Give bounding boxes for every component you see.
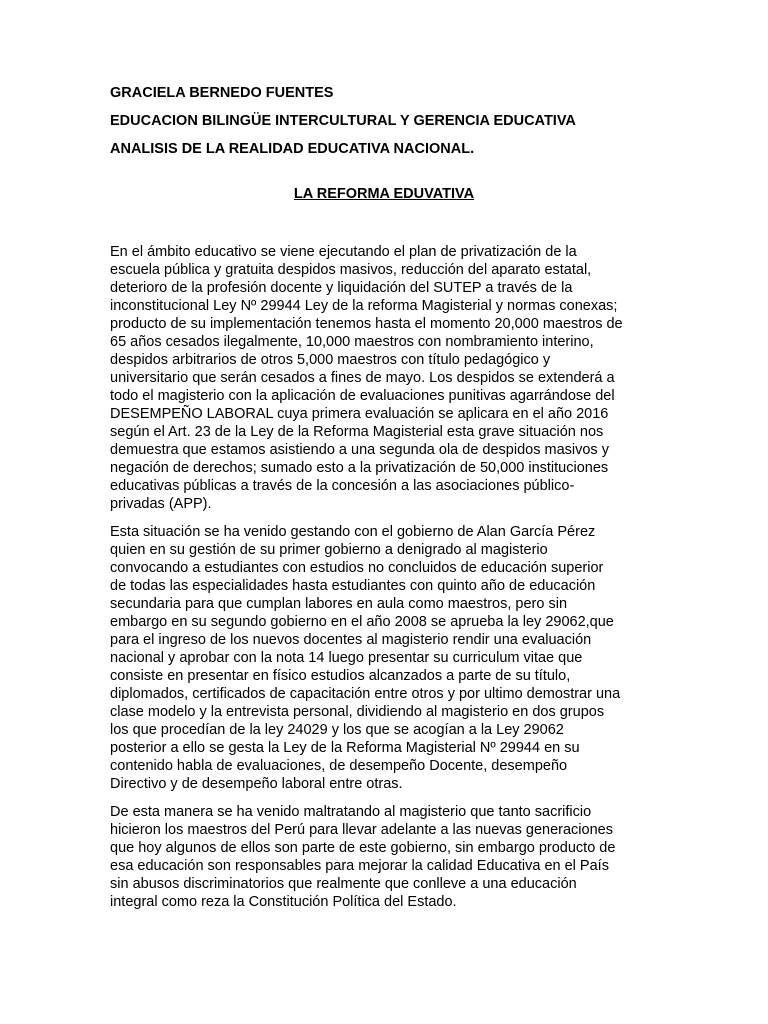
text-line: que hoy algunos de ellos son parte de este gobierno, sin embargo producto de (110, 840, 616, 856)
document-title: LA REFORMA EDUVATIVA (293, 186, 475, 202)
paragraph-2 (110, 523, 658, 793)
text-line: todo el magisterio con la aplicación de evaluaciones punitivas agarrándose del (110, 388, 615, 404)
text-line: deterioro de la profesión docente y liquidación del SUTEP a través de la (110, 280, 573, 296)
text-line: quien en su gestión de su primer gobierno a denigrado al magisterio (110, 542, 548, 558)
text-line: escuela pública y gratuita despidos masivos, reducción del aparato estatal, (110, 262, 592, 278)
text-line: los que procedían de la ley 24029 y los que se acogían a la Ley 29062 (110, 722, 564, 738)
text-line: En el ámbito educativo se viene ejecutando el plan de privatización de la (110, 244, 577, 260)
text-line: secundaria para que cumplan labores en aula como maestros, pero sin (110, 596, 568, 612)
text-line: contenido habla de evaluaciones, de desempeño Docente, desempeño (110, 758, 568, 774)
text-line: nacional y aprobar con la nota 14 luego presentar su curriculum vitae que (110, 650, 583, 666)
text-line: Esta situación se ha venido gestando con el gobierno de Alan García Pérez (110, 524, 596, 540)
text-line: para el ingreso de los nuevos docentes al magisterio rendir una evaluación (110, 632, 592, 648)
text-line: demuestra que estamos asistiendo a una segunda ola de despidos masivos y (110, 442, 609, 458)
text-line: convocando a estudiantes con estudios no concluidos de educación superior (110, 560, 604, 576)
paragraph-1 (110, 243, 658, 513)
text-line: esa educación son responsables para mejorar la calidad Educativa en el País (110, 858, 609, 874)
text-line: consiste en presentar en físico estudios alcanzados a parte de su título, (110, 668, 571, 684)
text-line: De esta manera se ha venido maltratando al magisterio que tanto sacrificio (110, 804, 592, 820)
text-line: producto de su implementación tenemos hasta el momento 20,000 maestros de (110, 316, 623, 332)
text-line: posterior a ello se gesta la Ley de la Reforma Magisterial Nº 29944 en su (110, 740, 580, 756)
text-line: hicieron los maestros del Perú para llevar adelante a las nuevas generaciones (110, 822, 613, 838)
program-name: EDUCACION BILINGÜE INTERCULTURAL Y GERENCIA EDUCATIVA (110, 113, 576, 129)
text-line: embargo en su segundo gobierno en el año 2008 se aprueba la ley 29062,que (110, 614, 614, 630)
text-line: universitario que serán cesados a fines de mayo. Los despidos se extenderá a (110, 370, 615, 386)
text-line: sin abusos discriminatorios que realmente que conlleve a una educación (110, 876, 577, 892)
text-line: negación de derechos; sumado esto a la privatización de 50,000 instituciones (110, 460, 609, 476)
text-line: educativas públicas a través de la concesión a las asociaciones público- (110, 478, 575, 494)
paragraph-3 (110, 803, 658, 911)
text-line: inconstitucional Ley Nº 29944 Ley de la reforma Magisterial y normas conexas; (110, 298, 618, 314)
document-page (110, 84, 658, 921)
text-line: diplomados, certificados de capacitación entre otros y por ultimo demostrar una (110, 686, 621, 702)
text-line: integral como reza la Constitución Política del Estado. (110, 894, 457, 910)
text-line: despidos arbitrarios de otros 5,000 maestros con título pedagógico y (110, 352, 551, 368)
text-line: de todas las especialidades hasta estudiantes con quinto año de educación (110, 578, 596, 594)
text-line: DESEMPEÑO LABORAL cuya primera evaluación se aplicara en el año 2016 (110, 406, 609, 422)
text-line: privadas (APP). (110, 496, 212, 512)
text-line: Directivo y de desempeño laboral entre otras. (110, 776, 403, 792)
author-name: GRACIELA BERNEDO FUENTES (110, 85, 334, 101)
body-text (110, 243, 658, 911)
text-line: clase modelo y la entrevista personal, dividiendo al magisterio en dos grupos (110, 704, 605, 720)
course-name: ANALISIS DE LA REALIDAD EDUCATIVA NACIONAL. (110, 141, 475, 157)
text-line: según el Art. 23 de la Ley de la Reforma Magisterial esta grave situación nos (110, 424, 604, 440)
text-line: 65 años cesados ilegalmente, 10,000 maestros con nombramiento interino, (110, 334, 594, 350)
